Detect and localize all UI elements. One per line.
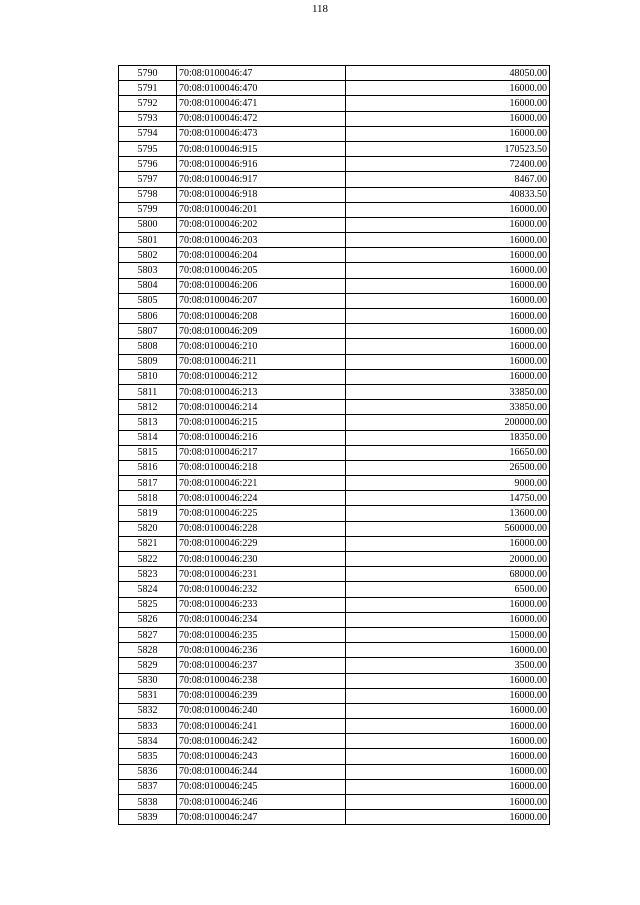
value-cell: 14750.00 [346, 491, 550, 506]
table-row [119, 384, 550, 399]
row-number-cell: 5825 [119, 597, 177, 612]
value-cell: 33850.00 [346, 384, 550, 399]
table-row [119, 233, 550, 248]
cadastral-number-cell: 70:08:0100046:210 [177, 339, 346, 354]
cadastral-number-cell: 70:08:0100046:208 [177, 309, 346, 324]
table-row [119, 597, 550, 612]
row-number-cell: 5816 [119, 460, 177, 475]
row-number-cell: 5791 [119, 81, 177, 96]
table-row [119, 476, 550, 491]
table-row [119, 278, 550, 293]
table-row [119, 354, 550, 369]
table-row [119, 309, 550, 324]
value-cell: 20000.00 [346, 552, 550, 567]
row-number-cell: 5807 [119, 324, 177, 339]
value-cell: 8467.00 [346, 172, 550, 187]
cadastral-number-cell: 70:08:0100046:241 [177, 719, 346, 734]
cadastral-number-cell: 70:08:0100046:237 [177, 658, 346, 673]
row-number-cell: 5802 [119, 248, 177, 263]
row-number-cell: 5828 [119, 643, 177, 658]
row-number-cell: 5818 [119, 491, 177, 506]
value-cell: 16000.00 [346, 278, 550, 293]
value-cell: 16000.00 [346, 597, 550, 612]
cadastral-number-cell: 70:08:0100046:203 [177, 233, 346, 248]
cadastral-number-cell: 70:08:0100046:217 [177, 445, 346, 460]
cadastral-number-cell: 70:08:0100046:214 [177, 400, 346, 415]
cadastral-number-cell: 70:08:0100046:473 [177, 126, 346, 141]
cadastral-number-cell: 70:08:0100046:238 [177, 673, 346, 688]
cadastral-number-cell: 70:08:0100046:232 [177, 582, 346, 597]
value-cell: 16000.00 [346, 202, 550, 217]
table-row [119, 263, 550, 278]
cadastral-number-cell: 70:08:0100046:242 [177, 734, 346, 749]
table-row [119, 445, 550, 460]
row-number-cell: 5795 [119, 141, 177, 156]
row-number-cell: 5834 [119, 734, 177, 749]
value-cell: 16000.00 [346, 293, 550, 308]
row-number-cell: 5808 [119, 339, 177, 354]
row-number-cell: 5820 [119, 521, 177, 536]
cadastral-number-cell: 70:08:0100046:915 [177, 141, 346, 156]
value-cell: 16000.00 [346, 719, 550, 734]
table-row [119, 506, 550, 521]
table-row [119, 764, 550, 779]
table-row [119, 400, 550, 415]
table-row [119, 658, 550, 673]
value-cell: 3500.00 [346, 658, 550, 673]
value-cell: 40833.50 [346, 187, 550, 202]
cadastral-number-cell: 70:08:0100046:229 [177, 536, 346, 551]
table-row [119, 293, 550, 308]
value-cell: 33850.00 [346, 400, 550, 415]
table-row [119, 734, 550, 749]
cadastral-number-cell: 70:08:0100046:205 [177, 263, 346, 278]
cadastral-number-cell: 70:08:0100046:47 [177, 66, 346, 81]
cadastral-number-cell: 70:08:0100046:225 [177, 506, 346, 521]
row-number-cell: 5793 [119, 111, 177, 126]
cadastral-number-cell: 70:08:0100046:917 [177, 172, 346, 187]
table-row [119, 369, 550, 384]
value-cell: 13600.00 [346, 506, 550, 521]
cadastral-number-cell: 70:08:0100046:235 [177, 627, 346, 642]
row-number-cell: 5839 [119, 810, 177, 825]
table-row [119, 719, 550, 734]
table-row [119, 582, 550, 597]
table-row [119, 491, 550, 506]
value-cell: 16650.00 [346, 445, 550, 460]
table-row [119, 81, 550, 96]
value-cell: 68000.00 [346, 567, 550, 582]
table-row [119, 217, 550, 232]
table-row [119, 749, 550, 764]
table-row [119, 612, 550, 627]
cadastral-number-cell: 70:08:0100046:228 [177, 521, 346, 536]
cadastral-number-cell: 70:08:0100046:207 [177, 293, 346, 308]
value-cell: 16000.00 [346, 309, 550, 324]
value-cell: 170523.50 [346, 141, 550, 156]
row-number-cell: 5803 [119, 263, 177, 278]
table-row [119, 324, 550, 339]
table-row [119, 567, 550, 582]
row-number-cell: 5813 [119, 415, 177, 430]
cadastral-number-cell: 70:08:0100046:244 [177, 764, 346, 779]
value-cell: 16000.00 [346, 764, 550, 779]
table-row [119, 111, 550, 126]
table-row [119, 795, 550, 810]
cadastral-number-cell: 70:08:0100046:211 [177, 354, 346, 369]
table-row [119, 248, 550, 263]
cadastral-number-cell: 70:08:0100046:209 [177, 324, 346, 339]
row-number-cell: 5809 [119, 354, 177, 369]
value-cell: 16000.00 [346, 339, 550, 354]
value-cell: 48050.00 [346, 66, 550, 81]
table-row [119, 415, 550, 430]
table-row [119, 627, 550, 642]
row-number-cell: 5829 [119, 658, 177, 673]
row-number-cell: 5819 [119, 506, 177, 521]
row-number-cell: 5790 [119, 66, 177, 81]
value-cell: 16000.00 [346, 536, 550, 551]
value-cell: 16000.00 [346, 126, 550, 141]
table-row [119, 673, 550, 688]
row-number-cell: 5823 [119, 567, 177, 582]
row-number-cell: 5830 [119, 673, 177, 688]
cadastral-number-cell: 70:08:0100046:201 [177, 202, 346, 217]
cadastral-number-cell: 70:08:0100046:206 [177, 278, 346, 293]
row-number-cell: 5838 [119, 795, 177, 810]
row-number-cell: 5792 [119, 96, 177, 111]
table-row [119, 810, 550, 825]
row-number-cell: 5798 [119, 187, 177, 202]
value-cell: 16000.00 [346, 233, 550, 248]
cadastral-number-cell: 70:08:0100046:233 [177, 597, 346, 612]
row-number-cell: 5814 [119, 430, 177, 445]
cadastral-number-cell: 70:08:0100046:231 [177, 567, 346, 582]
cadastral-number-cell: 70:08:0100046:218 [177, 460, 346, 475]
value-cell: 16000.00 [346, 779, 550, 794]
table-row [119, 688, 550, 703]
row-number-cell: 5833 [119, 719, 177, 734]
row-number-cell: 5796 [119, 157, 177, 172]
cadastral-number-cell: 70:08:0100046:216 [177, 430, 346, 445]
cadastral-number-cell: 70:08:0100046:472 [177, 111, 346, 126]
cadastral-number-cell: 70:08:0100046:221 [177, 476, 346, 491]
row-number-cell: 5806 [119, 309, 177, 324]
cadastral-number-cell: 70:08:0100046:224 [177, 491, 346, 506]
value-cell: 16000.00 [346, 673, 550, 688]
cadastral-number-cell: 70:08:0100046:916 [177, 157, 346, 172]
cadastral-number-cell: 70:08:0100046:243 [177, 749, 346, 764]
table-row [119, 172, 550, 187]
cadastral-number-cell: 70:08:0100046:230 [177, 552, 346, 567]
value-cell: 16000.00 [346, 81, 550, 96]
table-row [119, 521, 550, 536]
table-row [119, 126, 550, 141]
value-cell: 16000.00 [346, 96, 550, 111]
table-row [119, 339, 550, 354]
row-number-cell: 5812 [119, 400, 177, 415]
value-cell: 16000.00 [346, 734, 550, 749]
row-number-cell: 5836 [119, 764, 177, 779]
value-cell: 16000.00 [346, 369, 550, 384]
cadastral-values-table [118, 65, 550, 825]
value-cell: 16000.00 [346, 111, 550, 126]
cadastral-number-cell: 70:08:0100046:239 [177, 688, 346, 703]
table-row [119, 643, 550, 658]
table-row [119, 430, 550, 445]
table-row [119, 703, 550, 718]
value-cell: 560000.00 [346, 521, 550, 536]
cadastral-number-cell: 70:08:0100046:470 [177, 81, 346, 96]
table-body [119, 66, 550, 825]
row-number-cell: 5826 [119, 612, 177, 627]
value-cell: 200000.00 [346, 415, 550, 430]
cadastral-number-cell: 70:08:0100046:247 [177, 810, 346, 825]
value-cell: 16000.00 [346, 749, 550, 764]
value-cell: 15000.00 [346, 627, 550, 642]
value-cell: 16000.00 [346, 612, 550, 627]
table-row [119, 536, 550, 551]
cadastral-number-cell: 70:08:0100046:471 [177, 96, 346, 111]
row-number-cell: 5811 [119, 384, 177, 399]
row-number-cell: 5817 [119, 476, 177, 491]
row-number-cell: 5800 [119, 217, 177, 232]
value-cell: 9000.00 [346, 476, 550, 491]
value-cell: 16000.00 [346, 324, 550, 339]
row-number-cell: 5799 [119, 202, 177, 217]
value-cell: 16000.00 [346, 688, 550, 703]
value-cell: 16000.00 [346, 248, 550, 263]
cadastral-number-cell: 70:08:0100046:213 [177, 384, 346, 399]
cadastral-number-cell: 70:08:0100046:246 [177, 795, 346, 810]
row-number-cell: 5827 [119, 627, 177, 642]
row-number-cell: 5797 [119, 172, 177, 187]
row-number-cell: 5805 [119, 293, 177, 308]
row-number-cell: 5804 [119, 278, 177, 293]
table-row [119, 157, 550, 172]
page-number: 118 [311, 3, 329, 15]
value-cell: 6500.00 [346, 582, 550, 597]
table-row [119, 96, 550, 111]
row-number-cell: 5837 [119, 779, 177, 794]
row-number-cell: 5832 [119, 703, 177, 718]
value-cell: 16000.00 [346, 354, 550, 369]
table-row [119, 552, 550, 567]
cadastral-number-cell: 70:08:0100046:236 [177, 643, 346, 658]
row-number-cell: 5824 [119, 582, 177, 597]
cadastral-number-cell: 70:08:0100046:245 [177, 779, 346, 794]
table-row [119, 779, 550, 794]
value-cell: 26500.00 [346, 460, 550, 475]
value-cell: 16000.00 [346, 795, 550, 810]
row-number-cell: 5821 [119, 536, 177, 551]
value-cell: 16000.00 [346, 643, 550, 658]
row-number-cell: 5835 [119, 749, 177, 764]
cadastral-number-cell: 70:08:0100046:240 [177, 703, 346, 718]
row-number-cell: 5822 [119, 552, 177, 567]
table-row [119, 202, 550, 217]
row-number-cell: 5831 [119, 688, 177, 703]
row-number-cell: 5794 [119, 126, 177, 141]
table-row [119, 187, 550, 202]
row-number-cell: 5801 [119, 233, 177, 248]
cadastral-number-cell: 70:08:0100046:215 [177, 415, 346, 430]
value-cell: 16000.00 [346, 810, 550, 825]
table-row [119, 141, 550, 156]
row-number-cell: 5815 [119, 445, 177, 460]
row-number-cell: 5810 [119, 369, 177, 384]
cadastral-number-cell: 70:08:0100046:234 [177, 612, 346, 627]
value-cell: 16000.00 [346, 263, 550, 278]
cadastral-number-cell: 70:08:0100046:204 [177, 248, 346, 263]
value-cell: 16000.00 [346, 703, 550, 718]
value-cell: 18350.00 [346, 430, 550, 445]
cadastral-number-cell: 70:08:0100046:918 [177, 187, 346, 202]
table-row [119, 66, 550, 81]
table-row [119, 460, 550, 475]
cadastral-number-cell: 70:08:0100046:202 [177, 217, 346, 232]
cadastral-number-cell: 70:08:0100046:212 [177, 369, 346, 384]
value-cell: 16000.00 [346, 217, 550, 232]
value-cell: 72400.00 [346, 157, 550, 172]
